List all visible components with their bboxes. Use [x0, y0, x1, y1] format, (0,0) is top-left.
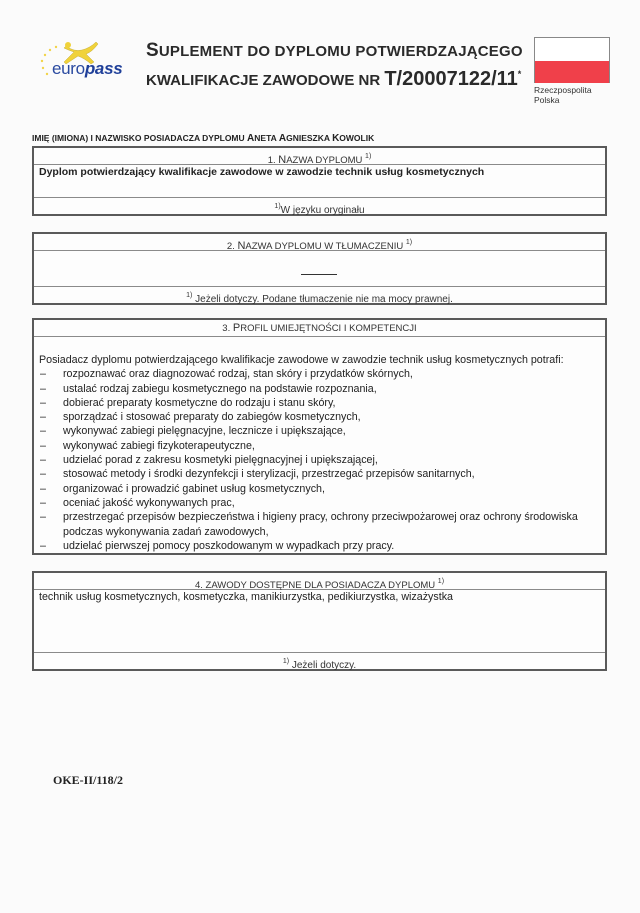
list-item: – organizować i prowadzić gabinet usług kosmetycznych, — [40, 482, 325, 495]
skills-intro: Posiadacz dyplomu potwierdzającego kwalifikacje zawodowe w zawodzie technik usług kosmetycznych potrafi: — [39, 354, 564, 366]
list-item: – sporządzać i stosować preparaty do zabiegów kosmetycznych, — [40, 411, 361, 424]
list-item: – przestrzegać przepisów bezpieczeństwa i higieny pracy, ochrony przeciwpożarowej oraz ochrony środowiska podczas wykonywania zadań zawodowych, — [40, 511, 578, 538]
section-header: 3. PROFIL UMIEJĘTNOŚCI I KOMPETENCJI — [34, 320, 605, 337]
document-reference-code: OKE-II/118/2 — [53, 773, 124, 787]
section-available-occupations — [32, 571, 607, 671]
list-item: – stosować metody i środki dezynfekcji i sterylizacji, przestrzegać przepisów sanitarnych, — [40, 468, 475, 481]
list-item: – wykonywać zabiegi fizykoterapeutyczne, — [40, 439, 255, 452]
empty-value-dash — [301, 274, 337, 275]
list-item: – oceniać jakość wykonywanych prac, — [40, 496, 235, 509]
section-diploma-translation — [32, 232, 607, 305]
list-item: – dobierać preparaty kosmetyczne do rodzaju i stanu skóry, — [40, 396, 336, 409]
polish-flag-icon — [534, 37, 610, 83]
list-item: – wykonywać zabiegi pielęgnacyjne, lecznicze i upiększające, — [40, 425, 346, 438]
section-header: 1. NAZWA DYPLOMU $^{1)}$ — [34, 148, 605, 165]
list-item: – udzielać porad z zakresu kosmetyki pielęgnacyjnej i upiększającej, — [40, 454, 378, 467]
diploma-name-value: Dyplom potwierdzający kwalifikacje zawodowe w zawodzie technik usług kosmetycznych — [39, 166, 485, 178]
holder-label: IMIĘ (IMIONA) I NAZWISKO POSIADACZA DYPLOMU — [32, 133, 245, 143]
list-item: – ustalać rodzaj zabiegu kosmetycznego na podstawie rozpoznania, — [40, 382, 377, 395]
section-footnote: $^{1)}$ Jeżeli dotyczy. Podane tłumaczenie nie ma mocy prawnej. — [34, 286, 605, 303]
section-skills-profile — [32, 318, 607, 555]
europass-logo — [38, 38, 133, 86]
diploma-number: T/20007122/11 — [384, 68, 518, 90]
section-footnote: $^{1)}$W języku oryginału — [34, 197, 605, 214]
section-footnote: $^{1)}$ Jeżeli dotyczy. — [34, 652, 605, 669]
section-diploma-name — [32, 146, 607, 216]
europass-wordmark: europass — [52, 59, 123, 78]
holder-name: ANETA AGNIESZKA KOWOLIK — [247, 133, 375, 144]
skills-list — [39, 367, 600, 553]
holder-name-line — [32, 133, 374, 144]
list-item: – udzielać pierwszej pomocy poszkodowanym w wypadkach przy pracy. — [40, 539, 395, 552]
section-header: 2. NAZWA DYPLOMU W TŁUMACZENIU $^{1)}$ — [34, 234, 605, 251]
flag-caption: Rzeczpospolita Polska — [534, 85, 592, 105]
document-title: SUPLEMENT DO DYPLOMU POTWIERDZAJĄCEGO KWALIFIKACJE ZAWODOWE NR T/20007122/11* — [146, 40, 523, 90]
list-item: – rozpoznawać oraz diagnozować rodzaj, stan skóry i przydatków skórnych, — [40, 368, 413, 381]
section-header: 4. ZAWODY DOSTĘPNE DLA POSIADACZA DYPLOMU $^{1)}$ — [34, 573, 605, 590]
occupations-value: technik usług kosmetycznych, kosmetyczka, manikiurzystka, pedikiurzystka, wizażystka — [39, 591, 453, 603]
